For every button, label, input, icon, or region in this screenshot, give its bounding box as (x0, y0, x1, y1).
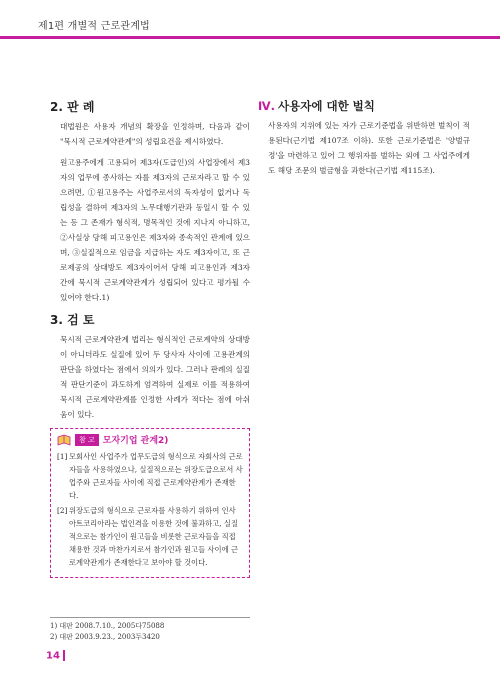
reference-header (57, 433, 243, 446)
book-icon (57, 434, 71, 446)
section-iv-heading: 사용자에 대한 벌칙 (278, 99, 375, 113)
right-column (258, 98, 470, 178)
footnotes (50, 617, 250, 643)
reference-tag: 참 고 (75, 434, 99, 446)
reference-item (57, 450, 243, 502)
reference-item-text: 위장도급의 형식으로 근로자를 사용하기 위하여 인사 아트코리아라는 법인격을 이용한 것에 불과하고, 실질적으로는 참가인이 원고들을 비롯한 근로자들을 직접 채용한 것과 마찬가지로서 참가인과 원고들 사이에 근로계약관계가 존재한다고 보아야 할 것이다. (69, 506, 238, 567)
section-2-paragraph-1: 대법원은 사용자 개념의 확장을 인정하며, 다음과 같이 "묵시적 근로계약관계"의 성립요건을 제시하였다. (60, 122, 250, 146)
reference-item (57, 504, 243, 569)
reference-item-label: [1] (57, 452, 68, 461)
running-header: 제1편 개별적 근로관계법 (38, 21, 150, 32)
page-number (46, 650, 65, 662)
reference-item-text: 모회사인 사업주가 업무도급의 형식으로 자회사의 근로자들을 사용하였으나, 실질적으로는 위장도급으로서 사업주와 근로자들 사이에 직접 근로계약관계가 존재한다. (69, 452, 243, 500)
section-3-title: 3. 검 토 (50, 313, 95, 327)
footnote: 2) 대판 2003.9.23., 2003두3420 (50, 633, 160, 641)
footnote: 1) 대판 2008.7.10., 2005다75088 (50, 622, 165, 630)
page-number-text: 14 (46, 650, 60, 662)
section-iv-title (258, 98, 470, 114)
section-2-title: 2. 판 례 (50, 100, 95, 114)
section-3-paragraph: 묵시적 근로계약관계 법리는 형식적인 근로계약의 상대방이 아니더라도 실질에 있어 두 당사자 사이에 고용관계의 판단을 하였다는 점에서 의의가 있다. 그러나 판례의 실질적 판단기준이 과도하게 엄격하여 실제로 이를 적용하여 묵시적 근로계약관계를 인정한 사례가 적다는 점에 아쉬움이 있다. (60, 335, 250, 419)
reference-title: 모자기업 관계2) (102, 436, 169, 446)
roman-numeral: Ⅳ. (258, 99, 276, 113)
section-2-paragraph-2: 원고용주에게 고용되어 제3자(도급인)의 사업장에서 제3자의 업무에 종사하는 자를 제3자의 근로자라고 할 수 있으려면, ①원고용주는 사업주로서의 독자성이 없거나 독립성을 결하여 제3자의 노무대행기관과 동일시 할 수 있는 등 그 존재가 형식적, 명목적인 것에 지나지 아니하고, ②사실상 당해 피고용인은 제3자와 종속적인 관계에 있으며, ③실질적으로 임금을 지급하는 자도 제3자이고, 또 근로제공의 상대방도 제3자이어서 당해 피고용인과 제3자 간에 묵시적 근로계약관계가 성립되어 있다고 평가될 수 있어야 한다.1) (60, 158, 250, 302)
section-iv-paragraph: 사용자의 지위에 있는 자가 근로기준법을 위반하면 벌칙이 적용된다(근기법 제107조 이하). 또한 근로기준법은 '양벌규정'을 마련하고 있어 그 행위자를 벌하는 외에 그 사업주에게도 해당 조문의 벌금형을 과한다(근기법 제115조). (268, 121, 470, 175)
page-number-bar (63, 650, 65, 661)
left-column (50, 98, 250, 578)
reference-item-label: [2] (57, 506, 68, 515)
reference-box (50, 428, 250, 578)
header-divider (0, 36, 500, 39)
